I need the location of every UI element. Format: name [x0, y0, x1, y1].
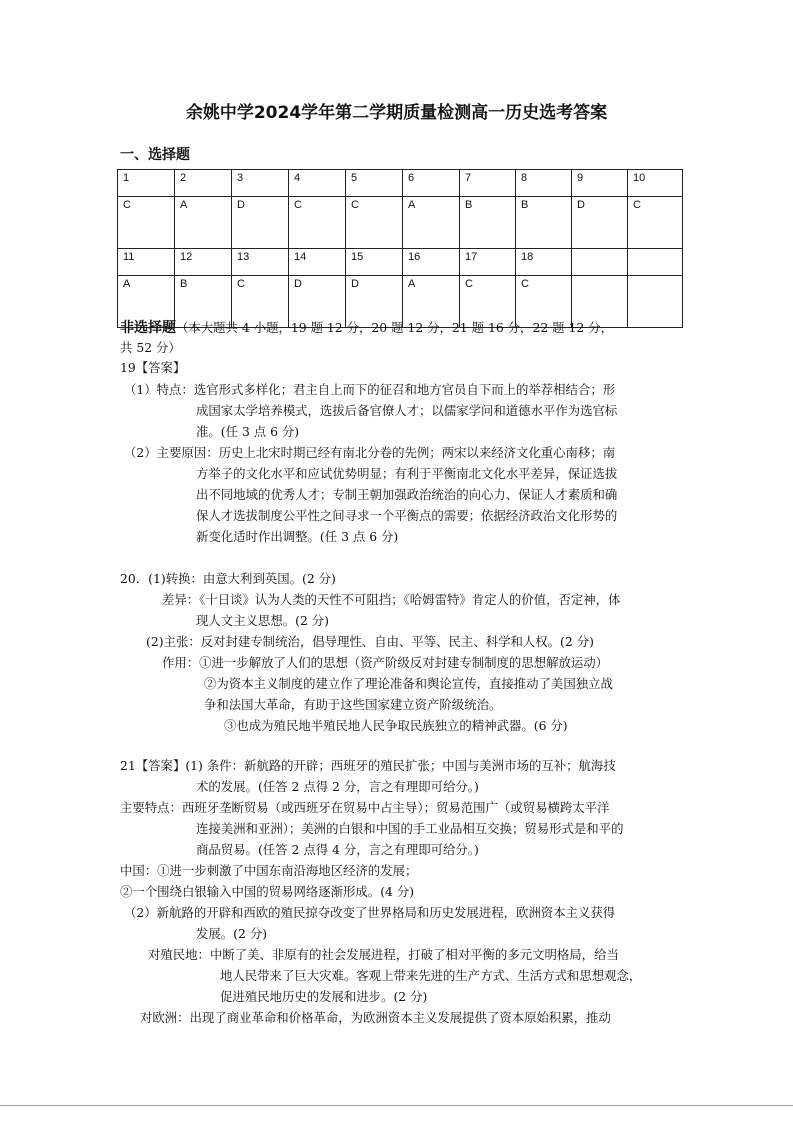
table-cell: C — [118, 197, 175, 249]
table-row-numbers-2 — [118, 249, 683, 276]
table-cell: 7 — [460, 170, 516, 197]
table-cell: A — [403, 197, 460, 249]
q21-line: 主要特点：西班牙垄断贸易（或西班牙在贸易中占主导）；贸易范围广（或贸易横跨太平洋 — [120, 800, 610, 815]
table-cell: D — [289, 276, 346, 328]
section-note: （本大题共 4 小题，19 题 12 分，20 题 12 分，21 题 16 分，22 题 12 分， — [176, 320, 613, 335]
q19-p2-line: 方举子的文化水平和应试优势明显；有利于平衡南北文化水平差异，保证选拔 — [196, 466, 618, 481]
q21-line: 地人民带来了巨大灾难。客观上带来先进的生产方式、生活方式和思想观念， — [220, 968, 642, 983]
q20-line: 争和法国大革命，有助于这些国家建立资产阶级统治。 — [204, 697, 502, 712]
table-cell: 1 — [118, 170, 175, 197]
table-cell — [628, 276, 683, 328]
table-cell: 10 — [628, 170, 683, 197]
section-heading-nonchoice: 非选择题 — [120, 320, 176, 336]
table-cell: D — [572, 197, 628, 249]
table-cell: 15 — [346, 249, 403, 276]
table-cell: C — [289, 197, 346, 249]
table-row-answers-1 — [118, 197, 683, 249]
table-cell: 18 — [516, 249, 572, 276]
q19-p1-line: 准。(任 3 点 6 分) — [196, 424, 300, 439]
table-cell: D — [232, 197, 289, 249]
table-cell: C — [460, 276, 516, 328]
q21-line: ②一个围绕白银输入中国的贸易网络逐渐形成。(4 分) — [120, 884, 415, 899]
q21-line: 21【答案】(1) 条件：新航路的开辟；西班牙的殖民扩张；中国与美洲市场的互补；航海技 — [120, 758, 616, 773]
q19-p2-line: 新变化适时作出调整。(任 3 点 6 分) — [196, 529, 399, 544]
table-cell: 8 — [516, 170, 572, 197]
table-cell: 17 — [460, 249, 516, 276]
table-cell: 2 — [175, 170, 232, 197]
table-cell: 16 — [403, 249, 460, 276]
q21-line: 商品贸易。(任答 2 点得 4 分，言之有理即可给分。) — [196, 842, 479, 857]
table-cell: 14 — [289, 249, 346, 276]
section-heading-nonchoice-line — [120, 318, 613, 338]
q19-p2-line: 保人才选拔制度公平性之间寻求一个平衡点的需要；依据经济政治文化形势的 — [196, 508, 618, 523]
table-cell: 3 — [232, 170, 289, 197]
q21-line: 术的发展。(任答 2 点得 2 分，言之有理即可给分。) — [196, 779, 479, 794]
table-cell: B — [175, 276, 232, 328]
q19-p1-line: （1）特点：选官形式多样化；君主自上而下的征召和地方官员自下而上的举荐相结合；形 — [124, 382, 616, 397]
footer-divider — [0, 1105, 793, 1106]
q21-line: 促进殖民地历史的发展和进步。(2 分) — [220, 989, 428, 1004]
q21-line: 对殖民地：中断了美、非原有的社会发展进程，打破了相对平衡的多元文明格局，给当 — [148, 947, 619, 962]
q20-line: 现人文主义思想。(2 分) — [196, 613, 330, 628]
q19-p2-line: （2）主要原因：历史上北宋时期已经有南北分卷的先例；两宋以来经济文化重心南移；南 — [124, 445, 616, 460]
table-cell: A — [175, 197, 232, 249]
q19-p1-line: 成国家太学培养模式，选拔后备官僚人才；以儒家学问和道德水平作为选官标 — [196, 403, 618, 418]
table-cell: C — [516, 276, 572, 328]
q20-line: ②为资本主义制度的建立作了理论准备和舆论宣传，直接推动了美国独立战 — [204, 676, 613, 691]
table-cell: C — [628, 197, 683, 249]
table-cell: C — [232, 276, 289, 328]
q19-label: 19【答案】 — [120, 360, 186, 375]
table-cell: D — [346, 276, 403, 328]
table-cell — [628, 249, 683, 276]
table-cell: B — [460, 197, 516, 249]
table-cell: A — [118, 276, 175, 328]
table-cell: 13 — [232, 249, 289, 276]
table-cell: 4 — [289, 170, 346, 197]
q20-line: ③也成为殖民地半殖民地人民争取民族独立的精神武器。(6 分) — [224, 718, 568, 733]
q20-line: 差异：《十日谈》认为人类的天性不可阻挡；《哈姆雷特》肯定人的价值，否定神，体 — [162, 592, 621, 607]
q20-line: 20．(1)转换：由意大利到英国。(2 分) — [120, 571, 336, 586]
q19-p2-line: 出不同地域的优秀人才；专制王朝加强政治统治的向心力、保证人才素质和确 — [196, 487, 618, 502]
q21-line: 发展。(2 分) — [196, 926, 268, 941]
page-title: 余姚中学2024学年第二学期质量检测高一历史选考答案 — [185, 103, 608, 123]
table-cell: B — [516, 197, 572, 249]
q21-line: （2）新航路的开辟和西欧的殖民掠夺改变了世界格局和历史发展进程，欧洲资本主义获得 — [124, 905, 616, 920]
table-cell: 5 — [346, 170, 403, 197]
q20-line: 作用：①进一步解放了人们的思想（资产阶级反对封建专制制度的思想解放运动） — [162, 655, 609, 670]
table-cell: 9 — [572, 170, 628, 197]
section-heading-choice: 一、选择题 — [120, 147, 190, 163]
q21-line: 中国：①进一步刺激了中国东南沿海地区经济的发展； — [120, 863, 418, 878]
table-row-numbers-1 — [118, 170, 683, 197]
section-note-2: 共 52 分） — [120, 340, 181, 355]
answer-table — [117, 169, 683, 328]
table-cell: 11 — [118, 249, 175, 276]
table-cell: C — [346, 197, 403, 249]
table-cell — [572, 249, 628, 276]
q21-line: 对欧洲：出现了商业革命和价格革命，为欧洲资本主义发展提供了资本原始积累，推动 — [140, 1010, 611, 1025]
q21-line: 连接美洲和亚洲）；美洲的白银和中国的手工业品相互交换；贸易形式是和平的 — [196, 821, 624, 836]
table-cell: 6 — [403, 170, 460, 197]
table-cell: A — [403, 276, 460, 328]
q20-line: (2)主张：反对封建专制统治，倡导理性、自由、平等、民主、科学和人权。(2 分) — [146, 634, 594, 649]
table-cell: 12 — [175, 249, 232, 276]
